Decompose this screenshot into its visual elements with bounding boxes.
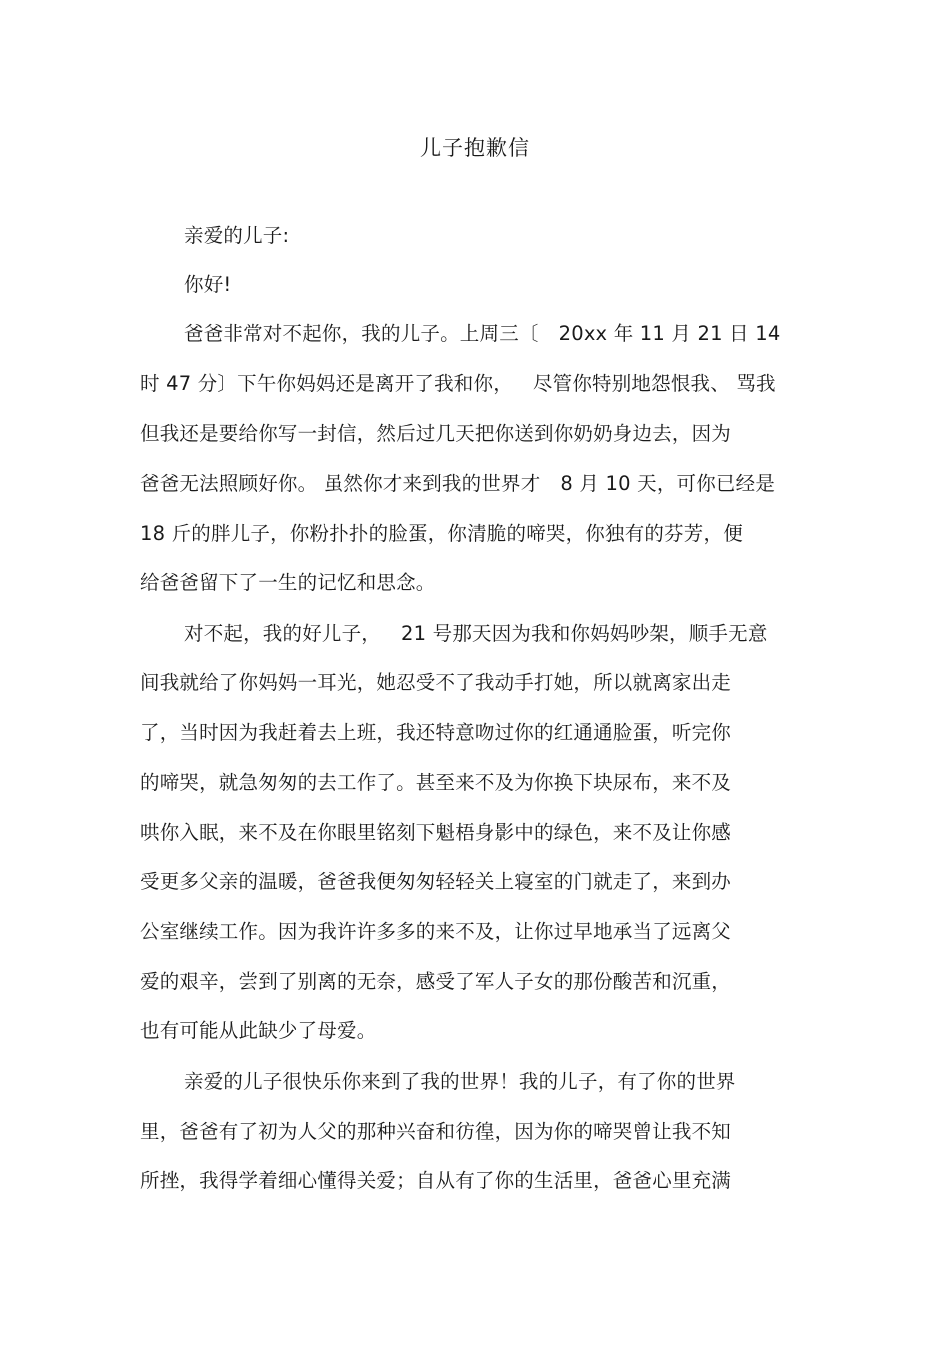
text-segment: 20xx 年 11 月 21 日 14: [558, 322, 781, 345]
text-segment: 尽管你特别地怨恨我、 骂我: [532, 372, 776, 395]
paragraph-1-line-1: [184, 319, 780, 349]
text-segment: 的啼哭，就急匆匆的去工作了。甚至来不及为你换下块尿布，来不及: [140, 771, 732, 794]
paragraph-2-line-5: [140, 818, 731, 848]
text-segment: 对不起，我的好儿子，: [184, 622, 382, 645]
paragraph-1-line-4: [140, 469, 775, 499]
text-segment: 亲爱的儿子很快乐你来到了我的世界！我的儿子，有了你的世界: [184, 1070, 736, 1093]
text-segment: 受更多父亲的温暖，爸爸我便匆匆轻轻关上寝室的门就走了，来到办: [140, 870, 732, 893]
letter-title: 儿子抱歉信: [420, 136, 530, 160]
paragraph-3-line-2: [140, 1117, 731, 1147]
paragraph-3-line-1: [184, 1067, 736, 1097]
paragraph-2-line-4: [140, 768, 731, 798]
text-segment: 了，当时因为我赶着去上班，我还特意吻过你的红通通脸蛋，听完你: [140, 721, 732, 744]
text-segment: 爸爸非常对不起你，我的儿子。上周三〔: [184, 322, 539, 345]
text-segment: 但我还是要给你写一封信，然后过几天把你送到你奶奶身边去，因为: [140, 422, 732, 445]
paragraph-1-line-2: [140, 369, 776, 399]
paragraph-1-line-5: [140, 519, 743, 549]
salutation: 亲爱的儿子:: [184, 224, 290, 247]
paragraph-2-line-2: [140, 668, 731, 698]
text-segment: 所挫，我得学着细心懂得关爱；自从有了你的生活里，爸爸心里充满: [140, 1169, 732, 1192]
text-segment: 哄你入眠，来不及在你眼里铭刻下魁梧身影中的绿色，来不及让你感: [140, 821, 732, 844]
text-segment: 21 号那天因为我和你妈妈吵架，顺手无意: [401, 622, 768, 645]
text-segment: 8 月 10 天，可你已经是: [560, 472, 776, 495]
text-segment: 给爸爸留下了一生的记忆和思念。: [140, 571, 436, 594]
text-segment: 里，爸爸有了初为人父的那种兴奋和彷徨，因为你的啼哭曾让我不知: [140, 1120, 732, 1143]
paragraph-2-line-8: [140, 967, 731, 997]
paragraph-2-line-7: [140, 917, 731, 947]
text-segment: 公室继续工作。因为我许许多多的来不及，让你过早地承当了远离父: [140, 920, 732, 943]
paragraph-1-line-3: [140, 419, 731, 449]
text-segment: 时 47 分〕下午你妈妈还是离开了我和你，: [140, 372, 513, 395]
paragraph-2-line-1: [184, 619, 768, 649]
paragraph-2-line-3: [140, 718, 731, 748]
text-segment: 爱的艰辛，尝到了别离的无奈，感受了军人子女的那份酸苦和沉重，: [140, 970, 732, 993]
paragraph-2-line-9: [140, 1016, 376, 1046]
paragraph-3-line-3: [140, 1166, 731, 1196]
text-segment: 间我就给了你妈妈一耳光，她忍受不了我动手打她，所以就离家出走: [140, 671, 732, 694]
paragraph-1-line-6: [140, 568, 436, 598]
text-segment: 也有可能从此缺少了母爱。: [140, 1019, 377, 1042]
text-segment: 18 斤的胖儿子，你粉扑扑的脸蛋，你清脆的啼哭，你独有的芬芳，便: [140, 522, 743, 545]
greeting: 你好!: [184, 273, 232, 296]
text-segment: 爸爸无法照顾好你。 虽然你才来到我的世界才: [140, 472, 541, 495]
paragraph-2-line-6: [140, 867, 731, 897]
